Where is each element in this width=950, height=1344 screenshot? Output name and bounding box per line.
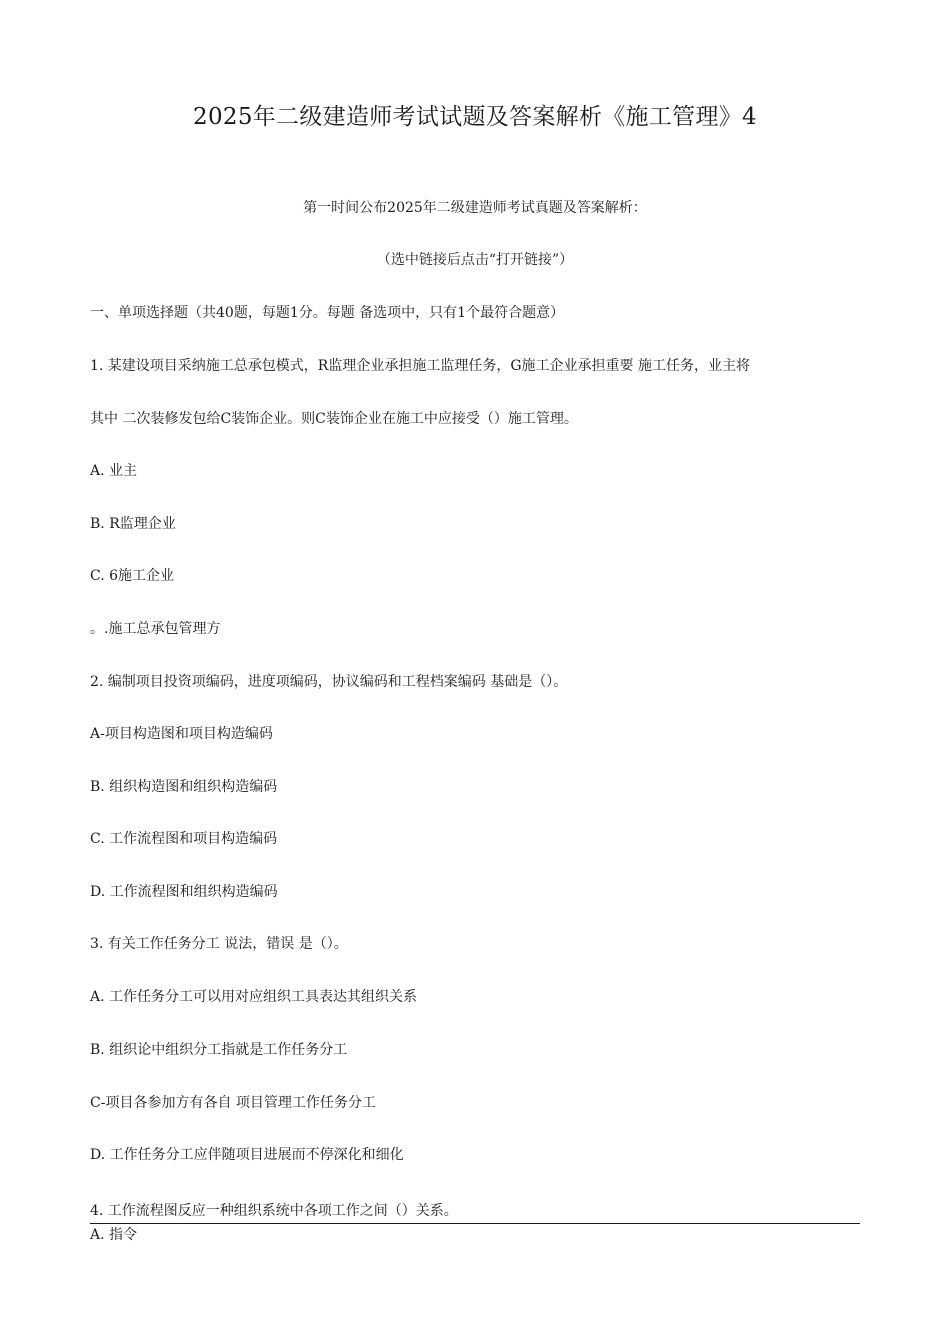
answer-option: B. R监理企业 [90,516,176,532]
answer-option: C-项目各参加方有各自 项目管理工作任务分工 [90,1095,376,1111]
question-stem: 2. 编制项目投资项编码，进度项编码，协议编码和工程档案编码 基础是（）。 [90,674,568,690]
answer-option: A. 工作任务分工可以用对应组织工具表达其组织关系 [90,989,418,1005]
answer-option: D. 工作流程图和组织构造编码 [90,884,278,900]
answer-option: B. 组织构造图和组织构造编码 [90,779,278,795]
question-stem: 3. 有关工作任务分工 说法，错误 是（）。 [90,936,348,952]
intro-text: 第一时间公布2025年二级建造师考试真题及答案解析： [303,200,647,216]
answer-option: C. 工作流程图和项目构造编码 [90,831,278,847]
question-stem: 4. 工作流程图反应一种组织系统中各项工作之间（）关系。 [90,1203,458,1219]
answer-option: C. 6施工企业 [90,568,175,584]
question-stem-continued: 其中 二次装修发包给C装饰企业。则C装饰企业在施工中应接受（）施工管理。 [90,411,578,427]
answer-option: A. 业主 [90,463,138,479]
section-heading: 一、单项选择题（共40题，每题1分。每题 备选项中，只有1个最符合题意） [90,305,565,321]
link-hint: （选中链接后点击“打开链接”） [376,252,574,268]
answer-option: 。.施工总承包管理方 [90,621,221,637]
answer-option: A-项目构造图和项目构造编码 [90,726,273,742]
page-divider [90,1223,860,1224]
answer-option: A. 指令 [90,1227,138,1243]
question-stem: 1. 某建设项目采纳施工总承包模式，R监理企业承担施工监理任务，G施工企业承担重要 施工任务，业主将 [90,358,750,374]
document-title: 2025年二级建造师考试试题及答案解析《施工管理》4 [193,104,757,130]
answer-option: D. 工作任务分工应伴随项目进展而不停深化和细化 [90,1147,404,1163]
answer-option: B. 组织论中组织分工指就是工作任务分工 [90,1042,348,1058]
